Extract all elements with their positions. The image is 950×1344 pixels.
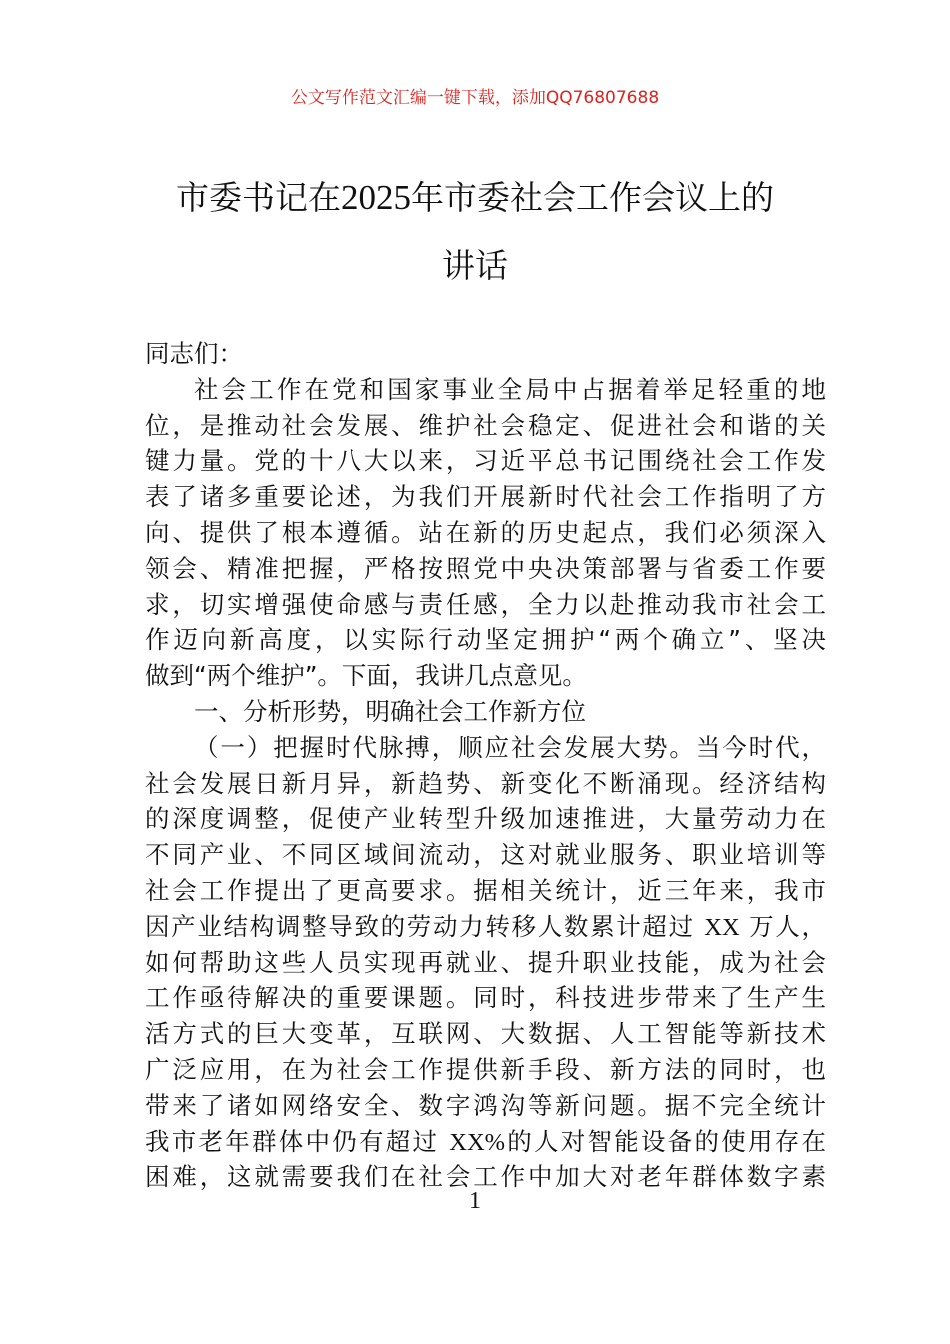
section-1-heading: 一、分析形势，明确社会工作新方位 [194,696,586,726]
paragraph-2-line: 活方式的巨大变革，互联网、大数据、人工智能等新技术 [145,1019,826,1049]
paragraph-1-line: 作迈向新高度，以实际行动坚定拥护“两个确立”、坚决 [145,625,826,655]
placeholder-value: XX% [449,1128,506,1156]
paragraph-2-line: 社会工作提出了更高要求。据相关统计，近三年来，我市 [145,875,826,905]
line-text: 万人， [739,911,826,941]
paragraph-2-line: 社会发展日新月异，新趋势、新变化不断涌现。经济结构 [145,768,826,798]
line-text: 因产业结构调整导致的劳动力转移人数累计超过 [145,911,705,941]
document-title-line-2: 讲话 [442,246,508,285]
paragraph-2-line: 广泛应用，在为社会工作提供新手段、新方法的同时，也 [145,1054,826,1084]
paragraph-1-line: 向、提供了根本遵循。站在新的历史起点，我们必须深入 [145,517,826,547]
paragraph-1-line: 位，是推动社会发展、维护社会稳定、促进社会和谐的关 [145,410,826,440]
paragraph-2-line: 带来了诸如网络安全、数字鸿沟等新问题。据不完全统计 [145,1090,826,1120]
line-text: 的人对智能设备的使用存在 [505,1126,826,1156]
paragraph-2-line [145,1124,826,1160]
paragraph-1-line: 求，切实增强使命感与责任感，全力以赴推动我市社会工 [145,589,826,619]
paragraph-2-line: 的深度调整，促使产业转型升级加速推进，大量劳动力在 [145,804,826,834]
paragraph-2-line: 工作亟待解决的重要课题。同时，科技进步带来了生产生 [145,983,826,1013]
placeholder-value: XX [704,913,740,941]
paragraph-2-line: 如何帮助这些人员实现再就业、提升职业技能，成为社会 [145,947,826,977]
paragraph-2-line [145,909,826,945]
document-title-line-1 [0,176,950,220]
paragraph-2-line: 不同产业、不同区域间流动，这对就业服务、职业培训等 [145,840,826,870]
title-suffix: 年市委社会工作会议上的 [411,178,774,217]
paragraph-1-line: 键力量。党的十八大以来，习近平总书记围绕社会工作发 [145,446,826,476]
line-text: 我市老年群体中仍有超过 [145,1126,450,1156]
paragraph-1-line: 领会、精准把握，严格按照党中央决策部署与省委工作要 [145,553,826,583]
promo-banner[interactable]: 公文写作范文汇编一键下载，添加QQ76807688 [290,88,660,108]
title-year: 2025 [341,178,411,217]
paragraph-2-line: （一）把握时代脉搏，顺应社会发展大势。当今时代， [194,732,826,762]
salutation: 同志们： [145,339,243,368]
paragraph-2-line: 困难，这就需要我们在社会工作中加大对老年群体数字素 [145,1162,826,1192]
paragraph-1-line: 表了诸多重要论述，为我们开展新时代社会工作指明了方 [145,482,826,512]
title-prefix: 市委书记在 [176,178,341,217]
paragraph-1-line: 做到“两个维护”。下面，我讲几点意见。 [145,661,587,691]
document-body [145,336,826,1195]
page-number: 1 [469,1188,481,1214]
paragraph-1-line: 社会工作在党和国家事业全局中占据着举足轻重的地 [194,374,826,404]
